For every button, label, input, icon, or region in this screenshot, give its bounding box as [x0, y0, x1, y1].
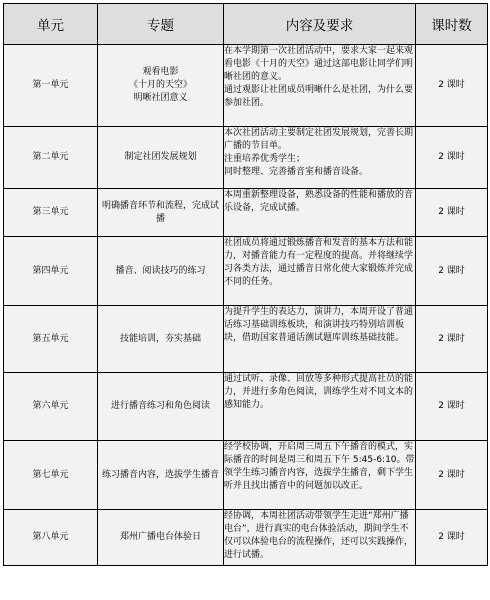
- content-cell: [224, 373, 416, 441]
- unit-cell: 第一单元: [4, 45, 98, 127]
- content-paragraph: 为提升学生的表达力，演讲力，本周开设了普通话练习基础训练板块，和演讲技巧特别培训板块，借助国家普通话测试题库训练基础技能。: [224, 307, 414, 343]
- content-cell: [224, 306, 416, 373]
- content-cell: [224, 237, 416, 306]
- unit-cell: 第五单元: [4, 306, 98, 373]
- hours-cell: 2 课时: [416, 373, 488, 441]
- topic-cell: 播音、阅读技巧的练习: [98, 237, 224, 306]
- content-paragraph: 注重培养优秀学生；: [224, 154, 306, 164]
- table-row: [4, 306, 488, 373]
- hours-cell: 2 课时: [416, 45, 488, 127]
- hours-cell: 2 课时: [416, 306, 488, 373]
- unit-cell: 第八单元: [4, 510, 98, 566]
- content-paragraph: 在本学期第一次社团活动中，要求大家一起来观看电影《十月的天空》通过这部电影让同学们明晰社团的意义。: [224, 46, 414, 82]
- unit-cell: 第三单元: [4, 189, 98, 237]
- content-paragraph: 通过试听、录像、回放等多种形式提高社员的能力，并进行多角色阅读，训练学生对不同文本的感知能力。: [224, 374, 414, 410]
- table-row: [4, 237, 488, 306]
- hours-cell: 2 课时: [416, 441, 488, 510]
- topic-cell: 进行播音练习和角色阅读: [98, 373, 224, 441]
- course-plan-table: [3, 3, 488, 566]
- header-unit: 单元: [4, 4, 98, 45]
- content-paragraph: 经学校协调，开启周三周五下午播音的模式，实际播音的时间是周三和周五下午 5:45-6:10。带领学生练习播音内容，选拔学生播音，剩下学生听并且找出播音中的问题加以改正。: [224, 442, 415, 491]
- content-paragraph: 同时整理、完善播音室和播音设备。: [224, 167, 369, 177]
- table-row: [4, 189, 488, 237]
- hours-cell: 2 课时: [416, 237, 488, 306]
- content-paragraph: 经协调，本周社团活动带领学生走进“郑州广播电台”，进行真实的电台体验活动，期间学生不仅可以体验电台的流程操作，还可以实践操作，进行试播。: [224, 511, 414, 560]
- topic-cell: 制定社团发展规划: [98, 127, 224, 189]
- unit-cell: 第四单元: [4, 237, 98, 306]
- content-cell: [224, 441, 416, 510]
- unit-cell: 第七单元: [4, 441, 98, 510]
- header-content: 内容及要求: [224, 4, 416, 45]
- content-paragraph: 通过观影让社团成员明晰什么是社团，为什么要参加社团。: [224, 85, 414, 108]
- topic-cell: 练习播音内容，选拔学生播音: [98, 441, 224, 510]
- content-cell: [224, 189, 416, 237]
- unit-cell: 第六单元: [4, 373, 98, 441]
- table-row: [4, 127, 488, 189]
- hours-cell: 2 课时: [416, 189, 488, 237]
- topic-cell: 观看电影 《十月的天空》 明晰社团意义: [98, 45, 224, 127]
- content-cell: [224, 127, 416, 189]
- table-row: [4, 441, 488, 510]
- content-cell: [224, 510, 416, 566]
- content-paragraph: 社团成员将通过锻炼播音和发音的基本方法和能力，对播音能力有一定程度的提高。并将继续学习各类方法，通过播音日常化使大家锻炼并完成不同的任务。: [224, 238, 414, 287]
- header-hours: 课时数: [416, 4, 488, 45]
- header-topic: 专题: [98, 4, 224, 45]
- topic-cell: 郑州广播电台体验日: [98, 510, 224, 566]
- unit-cell: 第二单元: [4, 127, 98, 189]
- content-paragraph: 本次社团活动主要制定社团发展规划，完善长期广播的节目单。: [224, 128, 414, 151]
- hours-cell: 2 课时: [416, 127, 488, 189]
- table-row: [4, 373, 488, 441]
- content-cell: [224, 45, 416, 127]
- topic-cell: 明确播音环节和流程，完成试播: [98, 189, 224, 237]
- table-row: [4, 45, 488, 127]
- header-row: [4, 4, 488, 45]
- table-row: [4, 510, 488, 566]
- topic-cell: 技能培训，夯实基础: [98, 306, 224, 373]
- hours-cell: 2 课时: [416, 510, 488, 566]
- content-paragraph: 本周重新整理设备，熟悉设备的性能和播放的音乐设备，完成试播。: [224, 190, 414, 213]
